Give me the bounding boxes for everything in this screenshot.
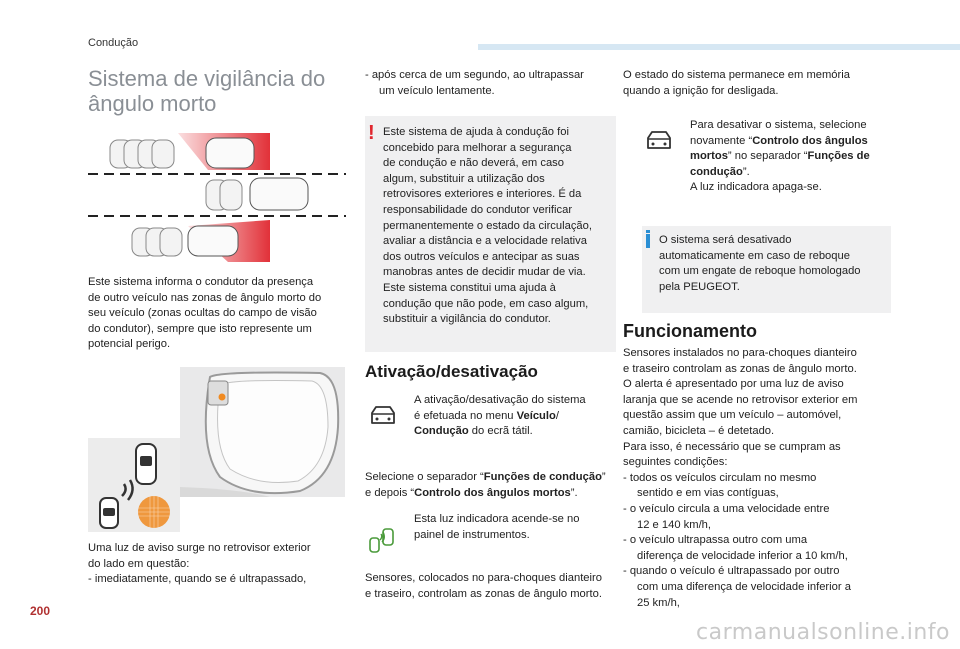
info-note-box [642, 226, 891, 313]
heading-operation: Funcionamento [623, 321, 757, 341]
warning-text: Este sistema de ajuda à condução foi concebido para melhorar a segurança de condução e não deverá, em caso algum, substituir a utilização dos retrovisores exteriores e interiores. É da responsabilidade do condutor verificar permanentemente o estado da circulação, avaliar a distância e a velocidade relativa dos outros veículos e antecipar as suas manobras antes de decidir mudar de via. Este sistema constitui uma ajuda à condução que não pode, em caso algum, substituir a vigilância do condutor. [383, 126, 592, 326]
sensors-text: Sensores, colocados no para-choques dianteiro e traseiro, controlam as zonas de ângulo morto. [365, 572, 602, 600]
car-settings-icon [368, 403, 398, 434]
page-number: 200 [30, 604, 51, 618]
warning-exclamation-icon: ! [368, 122, 375, 144]
info-dot-icon [646, 230, 650, 233]
watermark: carmanualsonline.info [696, 620, 950, 645]
side-mirror-warning-image [180, 367, 345, 497]
blind-spot-diagram [88, 128, 346, 268]
intro-paragraph: Este sistema informa o condutor da presença de outro veículo nas zonas de ângulo morto do seu veículo (zonas ocultas do campo de visão do condutor), sempre que isto represente um potencial perigo. [88, 276, 322, 351]
indicator-light-text: Esta luz indicadora acende-se no painel de instrumentos. [414, 513, 580, 541]
car-settings-icon-2 [644, 128, 674, 159]
mirror-warning-paragraph: Uma luz de aviso surge no retrovisor exterior do lado em questão: - imediatamente, quando se é ultrapassado, [88, 542, 311, 586]
memory-text: O estado do sistema permanece em memória quando a ignição for desligada. [623, 69, 850, 97]
activation-text: A ativação/desativação do sistema é efetuada no menu Veículo/ Condução do ecrã tátil. [414, 394, 586, 438]
bullet-slow-overtake: - após cerca de um segundo, ao ultrapassar um veículo lentamente. [365, 69, 584, 97]
heading-activation: Ativação/desativação [365, 362, 538, 381]
header-bar [478, 44, 960, 50]
info-text: O sistema será desativado automaticamente em caso de reboque com um engate de reboque homologado pela PEUGEOT. [659, 234, 861, 293]
operation-text: Sensores instalados no para-choques dianteiro e traseiro controlam as zonas de ângulo morto. O alerta é apresentado por uma luz de aviso laranja que se acende no retrovisor exterior em questão assim que um veículo – automóvel, camião, bicicleta – é detetado. Para isso, é necessário que se cumpram as seguintes condições: - todos os veículos circulam no mesmo sentido e em vias contíguas, - o veículo circula a uma velocidade entre 12 e 140 km/h, - o veículo ultrapassa outro com uma diferença de velocidade inferior a 10 km/h, - quando o veículo é ultrapassado por outro com uma diferença de velocidade inferior a 25 km/h, [623, 347, 858, 609]
blind-spot-indicator-illustration [88, 438, 180, 532]
page-title: Sistema de vigilância do ângulo morto [88, 66, 326, 116]
warning-note-box [365, 116, 616, 352]
info-bar-icon [646, 234, 650, 248]
deactivation-text: Para desativar o sistema, selecione novamente “Controlo dos ângulos mortos” no separador “Funções de condução”. A luz indicadora apaga-se. [690, 119, 870, 194]
section-label: Condução [88, 37, 139, 49]
select-tab-text: Selecione o separador “Funções de condução” e depois “Controlo dos ângulos mortos”. [365, 471, 606, 499]
blind-spot-dashboard-icon [367, 528, 401, 559]
